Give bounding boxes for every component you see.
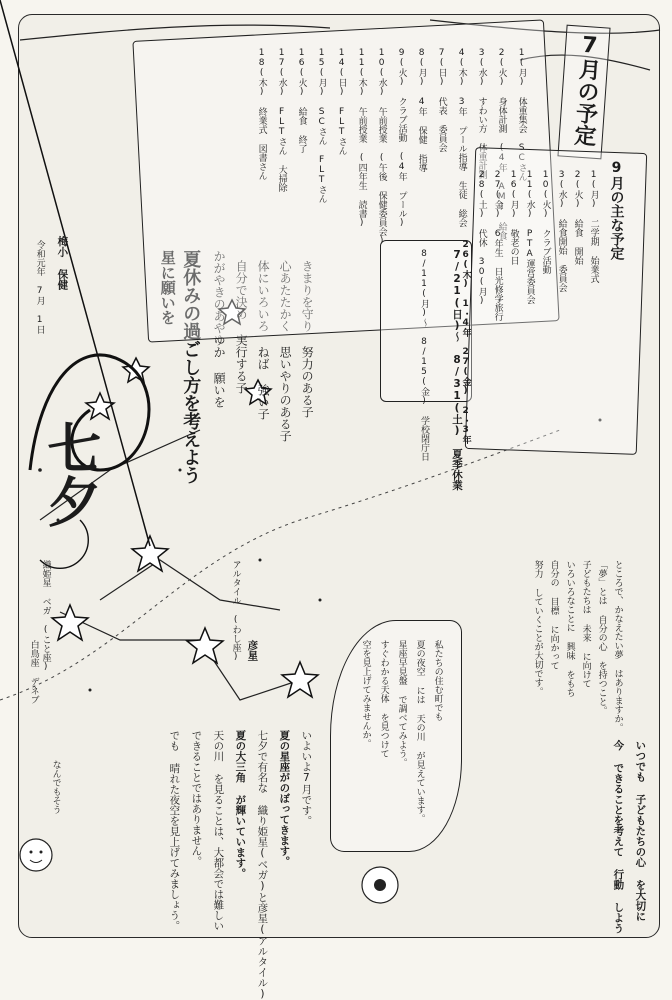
article-line: 努力 していくことが大切です。 [532, 560, 543, 696]
article-line: 星座早見盤 で調べてみよう。 [396, 640, 407, 767]
constellation-lines [60, 612, 300, 700]
vega-label: 織姫星 ベガ (こと座) [40, 560, 51, 672]
article-line: 空を見上げてみませんか。 [360, 640, 371, 748]
goal-line: 心あたたかく 思いやりのある子 [278, 260, 293, 442]
altair-label: アルタイル (わし座) [230, 560, 241, 662]
deneb-label: 白鳥座 デネブ [28, 640, 39, 704]
schedule-item: 16(月) 敬老の日 [508, 170, 519, 265]
article-line: でも 晴れた夜空を見上げてみましょう。 [168, 730, 181, 931]
schedule-item: 14(日) FLTさん [336, 48, 347, 155]
article-line: 天の川 を見ることは、大都会では難しい [212, 730, 225, 931]
article-line: 「夢」とは 自分の心 を持つこと。 [596, 560, 607, 715]
schedule-item: 7(日) 代表 委員会 [436, 48, 447, 152]
article-line: 私たちの住む町でも [432, 640, 443, 721]
article-line: できることではありません。 [190, 730, 203, 867]
closing-line: いつでも 子どもたちの心 を大切に [634, 740, 647, 922]
theme: 星に願いを [158, 250, 177, 325]
schedule-item: 11(木) 午前授業 (四年生 読書) [356, 48, 367, 228]
star-icon [132, 536, 168, 571]
schedule-item: 3(水) すわい方 体重計測 [476, 48, 487, 179]
star-icon [52, 605, 88, 640]
monthly-goal: 夏休みの過ごし方を考えよう [180, 250, 202, 484]
schedule-item: 2(火) 身体計測 (4年 AM) 給食 [496, 48, 507, 240]
summer-note: 8/11(月)〜 8/15(金) 学校閉庁日 [419, 249, 429, 461]
closing-line: 今 できることを考えて 行動 しよう [612, 740, 625, 934]
summer-break: 7/21(日)〜 8/31(土) 夏季休業 [451, 249, 463, 491]
article-line: 夏の星座がのぼってきます。 [278, 730, 291, 867]
article-line: 自分の 目標 に向かって [548, 560, 559, 670]
school-name: 梅小 保健 [56, 236, 69, 290]
article-line: 子どもたちは 未来 に向けて [580, 560, 591, 688]
title-box [557, 25, 610, 160]
schedule-item: 16(火) 給食 終了 [296, 48, 307, 153]
article-line: 夏の大三角 が輝いています。 [234, 730, 247, 879]
schedule-item: 4(木) 3年 プール指導 生徒 総会 [456, 48, 467, 227]
schedule-item: 26(木) 1・4年 27(金) 2・3年 [460, 240, 471, 444]
footer-hint: なんでもそう [50, 760, 61, 814]
article-line: いよいよ7月です。 [300, 730, 313, 826]
article-line: いろいろなことに 興味 をもち [564, 560, 575, 697]
schedule-item: 10(水) 午前授業 (午後 保健委員会) [376, 48, 387, 246]
schedule-item: 15(月) SCさん FLTさん [316, 48, 327, 203]
goal-line: 体にいろいろ ねば 強い子 [256, 260, 271, 420]
article-line: すぐわかる天体 を見つけて [378, 640, 389, 758]
schedule-item: 1(月) 二学期 始業式 [588, 170, 599, 283]
schedule-item: 10(火) クラブ活動 [540, 170, 551, 274]
schedule-item: 9(火) クラブ活動 (4年 プール) [396, 48, 407, 228]
schedule-item: 28(土) 代休 30(月) [476, 170, 487, 306]
schedule-item: 3(水) 給食開始 委員会 [556, 170, 567, 292]
child-doodle-icon [20, 839, 52, 871]
schedule-item: 1(月) 体重集会 SCさん [516, 48, 527, 181]
goal-line: 自分で決め 実行する子 [234, 260, 249, 394]
issue-date: 令和元年 7月 1日 [34, 240, 45, 334]
page-title: 7月の予定 [570, 32, 604, 147]
hikoboshi-label: 彦星 [246, 640, 259, 661]
article-line: 夏の夜空 には 天の川 が見えています。 [414, 640, 425, 823]
star-icon [187, 628, 223, 663]
schedule-item: 17(水) FLTさん 大掃除 [276, 48, 287, 192]
schedule-item: 11(水) PTA運営委員会 [524, 170, 535, 304]
september-title: 9月の主な予定 [608, 160, 625, 260]
schedule-item: 8(月) 4年 保健 指導 [416, 48, 427, 172]
article-line: ところで、かなえたい夢 はありますか。 [612, 560, 623, 732]
banner-headline: 七夕 [38, 420, 102, 528]
article-line: 七夕で有名な 織り姫星(ベガ)と彦星(アルタイル) [256, 730, 269, 1000]
schedule-item: 18(木) 終業式 図書さん [256, 48, 267, 180]
schedule-item: 2(火) 給食 開始 [572, 170, 583, 265]
goal-line: きまりを守り 努力のある子 [300, 260, 315, 418]
star-icon [282, 662, 318, 697]
summer-box [380, 240, 472, 491]
schedule-item: 27(金) 6年生 日光修学旅行 [492, 170, 503, 321]
goal-line: かがやきのあやゆか 願いを [212, 250, 227, 408]
